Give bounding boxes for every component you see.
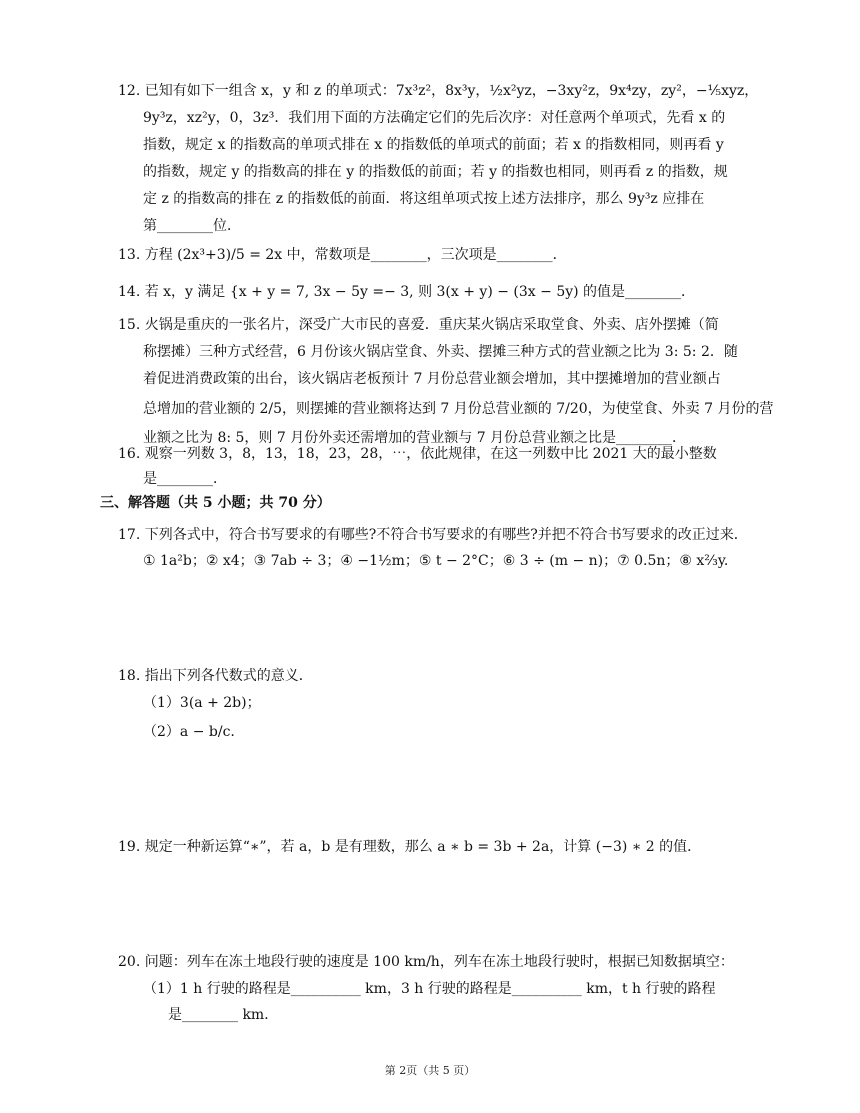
q12-line-5: 定 z 的指数高的排在 z 的指数低的前面．将这组单项式按上述方法排序，那么 9y³z 应排在 [143,191,705,207]
q12-line-1: 12. 已知有如下一组含 x，y 和 z 的单项式：7x³z²，8x³y，½x²yz，−3xy²z，9x⁴zy，zy²，−⅕xyz， [118,83,759,99]
q13-text: 13. 方程 (2x³+3)/5 = 2x 中，常数项是________，三次项是________． [118,247,567,263]
q15-line-2: 称摆摊）三种方式经营，6 月份该火锅店堂食、外卖、摆摊三种方式的营业额之比为 3: 5: 2．随 [143,344,738,360]
q17-line-2: ① 1a²b；② x4；③ 7ab ÷ 3；④ −1½m；⑤ t − 2°C；⑥ 3 ÷ (m − n)；⑦ 0.5n；⑧ x⅔y. [143,553,729,569]
q12-line-4: 的指数，规定 y 的指数高的排在 y 的指数低的前面；若 y 的指数也相同，则再看 z 的指数，规 [143,164,728,180]
q14-text: 14. 若 x，y 满足 {x + y = 7, 3x − 5y =− 3, 则 3(x + y) − (3x − 5y) 的值是________． [118,284,696,300]
q17-line-1: 17. 下列各式中，符合书写要求的有哪些?不符合书写要求的有哪些?并把不符合书写要求的改正过来． [118,527,748,543]
q20-item-1: （1）1 h 行驶的路程是__________ km，3 h 行驶的路程是__________ km，t h 行驶的路程 [143,981,716,997]
section-title: 三、解答题（共 5 小题；共 70 分） [100,495,331,511]
q15-line-5: 业额之比为 8: 5，则 7 月份外卖还需增加的营业额与 7 月份总营业额之比是________． [143,430,687,446]
q18-line-1: 18. 指出下列各代数式的意义． [118,668,313,684]
q16-line-2: 是________． [143,471,227,487]
q20-item-1b: 是________ km． [168,1007,279,1023]
q15-line-4: 总增加的营业额的 2/5，则摆摊的营业额将达到 7 月份总营业额的 7/20，为使堂食、外卖 7 月份的营 [143,401,774,417]
q18-item-1: （1）3(a + 2b)； [143,695,261,711]
q20-line-1: 20. 问题：列车在冻土地段行驶的速度是 100 km/h，列车在冻土地段行驶时，根据已知数据填空： [118,954,734,970]
q18-item-2: （2）a − b/c. [143,724,235,740]
q19-text: 19. 规定一种新运算“∗”，若 a，b 是有理数，那么 a ∗ b = 3b + 2a，计算 (−3) ∗ 2 的值． [118,839,702,855]
q12-line-3: 指数，规定 x 的指数高的单项式排在 x 的指数低的单项式的前面；若 x 的指数相同，则再看 y [143,137,724,153]
q15-line-3: 着促进消费政策的出台，该火锅店老板预计 7 月份总营业额会增加，其中摆摊增加的营业额占 [143,371,721,387]
q12-line-2: 9y³z，xz²y，0，3z³．我们用下面的方法确定它们的先后次序：对任意两个单项式，先看 x 的 [143,110,726,126]
q12-line-6: 第________位． [143,218,241,234]
q15-line-1: 15. 火锅是重庆的一张名片，深受广大市民的喜爱．重庆某火锅店采取堂食、外卖、店外摆摊（简 [118,317,719,333]
q16-line-1: 16. 观察一列数 3，8，13，18，23，28，⋯，依此规律，在这一列数中比 2021 大的最小整数 [118,446,717,462]
page-footer: 第 2页（共 5 页） [384,1064,476,1077]
